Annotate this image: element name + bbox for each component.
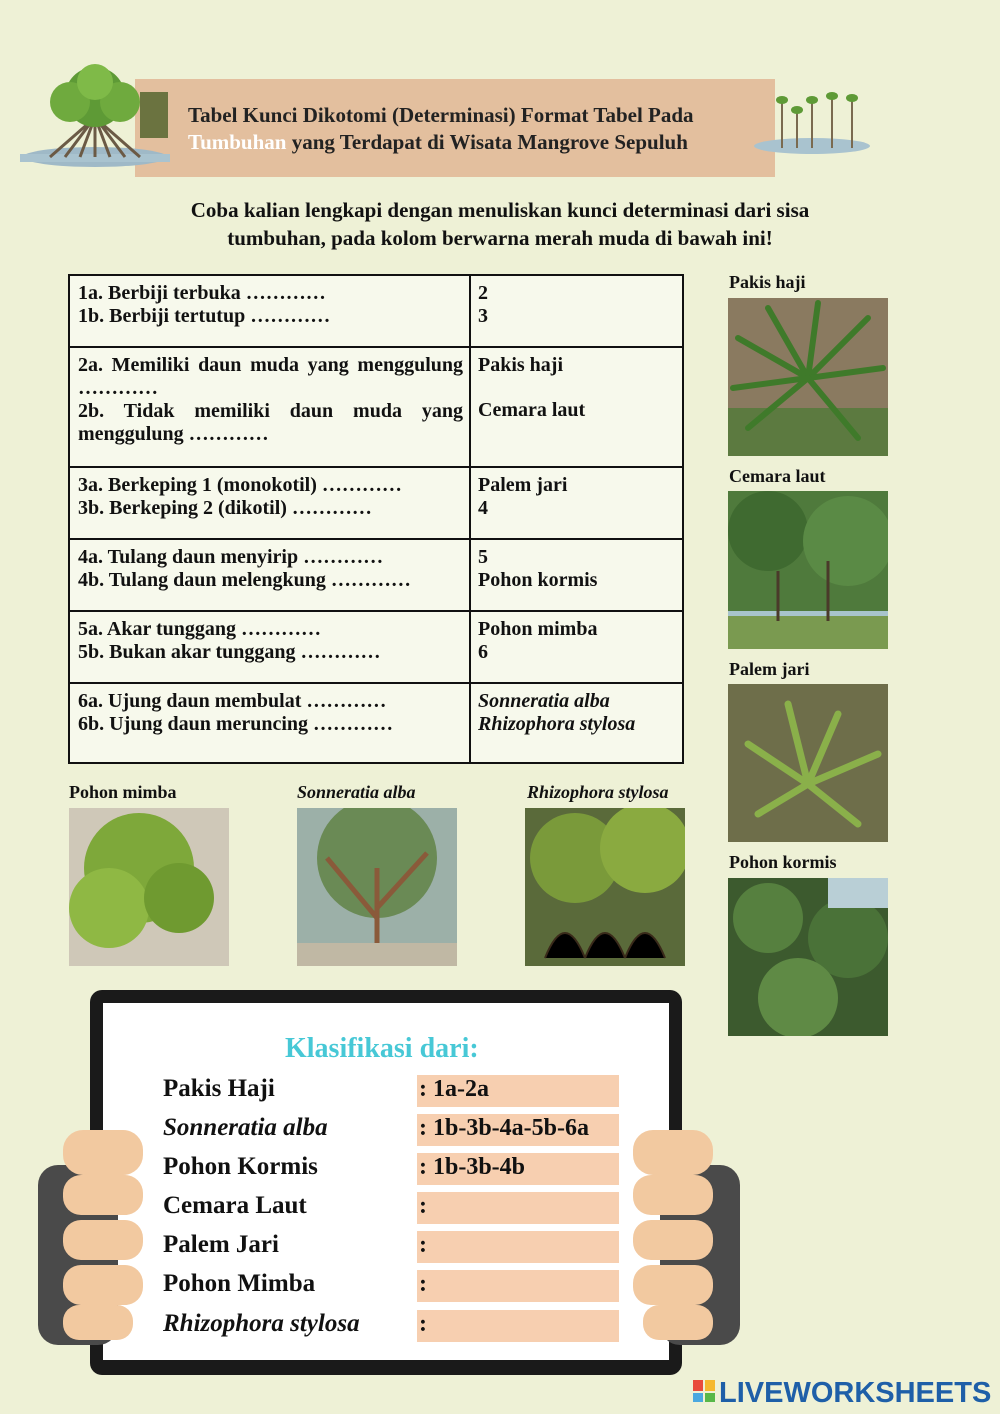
photo-caption-pohon-kormis: Pohon kormis (729, 852, 837, 872)
key-answer: Cemara laut (478, 399, 586, 421)
classification-answer-input[interactable]: : 1b-3b-4a-5b-6a (417, 1114, 619, 1146)
key-question: 1b. Berbiji tertutup ………… (78, 305, 331, 327)
key-answer: 2 (478, 282, 488, 304)
key-question: 6b. Ujung daun meruncing ………… (78, 713, 394, 735)
palem-jari-photo (728, 684, 888, 842)
key-question: 4b. Tulang daun melengkung ………… (78, 569, 411, 591)
classification-answer-input[interactable]: : (417, 1310, 619, 1342)
pakis-haji-photo (728, 298, 888, 456)
liveworksheets-brand[interactable]: LIVEWORKSHEETS (719, 1377, 992, 1409)
classification-answer-input[interactable]: : 1a-2a (417, 1075, 619, 1107)
key-question: 2b. Tidak memiliki daun muda yang menggulung ………… (78, 400, 463, 445)
key-question: 4a. Tulang daun menyirip ………… (78, 546, 384, 568)
page-title (188, 102, 768, 156)
key-question: 6a. Ujung daun membulat ………… (78, 690, 387, 712)
key-answer: 6 (478, 641, 488, 663)
key-answer: 4 (478, 497, 488, 519)
instruction-line2: tumbuhan, pada kolom berwarna merah muda di bawah ini! (227, 226, 773, 250)
title-line1: Tabel Kunci Dikotomi (Determinasi) Format Tabel Pada (188, 103, 694, 127)
title-highlight: Tumbuhan (188, 130, 287, 154)
key-question: 1a. Berbiji terbuka ………… (78, 282, 326, 304)
key-question: 3a. Berkeping 1 (monokotil) ………… (78, 474, 402, 496)
key-answer: Sonneratia alba (478, 690, 610, 712)
classification-answer-input[interactable]: : (417, 1231, 619, 1263)
classification-label: Pakis Haji (163, 1075, 275, 1102)
rhizophora-stylosa-photo (525, 808, 685, 966)
classification-answer-input[interactable]: : (417, 1192, 619, 1224)
dichotomous-key-table (68, 274, 684, 764)
key-answer: Palem jari (478, 474, 568, 496)
table-row (69, 611, 683, 683)
left-hand-illustration (38, 1125, 148, 1345)
classification-answer-input[interactable]: : 1b-3b-4b (417, 1153, 619, 1185)
pohon-kormis-photo (728, 878, 888, 1036)
table-row (69, 467, 683, 539)
classification-label: Pohon Mimba (163, 1270, 316, 1297)
photo-caption-sonneratia-alba: Sonneratia alba (297, 782, 416, 802)
key-question: 5b. Bukan akar tunggang ………… (78, 641, 381, 663)
classification-title: Klasifikasi dari: (285, 1033, 479, 1064)
table-row (69, 275, 683, 347)
photo-caption-palem-jari: Palem jari (729, 659, 810, 679)
sonneratia-alba-photo (297, 808, 457, 966)
classification-label: Palem Jari (163, 1231, 279, 1258)
key-question: 3b. Berkeping 2 (dikotil) ………… (78, 497, 372, 519)
photo-caption-pakis-haji: Pakis haji (729, 272, 806, 292)
instruction-line1: Coba kalian lengkapi dengan menuliskan kunci determinasi dari sisa (190, 198, 810, 222)
key-question: 5a. Akar tunggang ………… (78, 618, 322, 640)
mangrove-tree-illustration (20, 62, 170, 177)
classification-label: Pohon Kormis (163, 1153, 318, 1180)
photo-caption-rhizophora-stylosa: Rhizophora stylosa (527, 782, 669, 802)
classification-label: Sonneratia alba (163, 1114, 328, 1141)
photo-caption-cemara-laut: Cemara laut (729, 466, 826, 486)
classification-label: Cemara Laut (163, 1192, 307, 1219)
key-answer: Pohon kormis (478, 569, 598, 591)
pohon-mimba-photo (69, 808, 229, 966)
key-answer: 3 (478, 305, 488, 327)
table-row (69, 347, 683, 467)
right-hand-illustration (628, 1125, 740, 1345)
photo-caption-pohon-mimba: Pohon mimba (69, 782, 177, 802)
key-answer: Rhizophora stylosa (478, 713, 636, 735)
instruction-text (120, 196, 880, 252)
key-answer: Pakis haji (478, 354, 564, 376)
classification-answer-input[interactable]: : (417, 1270, 619, 1302)
cemara-laut-photo (728, 491, 888, 649)
table-row (69, 683, 683, 763)
classification-label: Rhizophora stylosa (163, 1310, 360, 1337)
key-answer: Pohon mimba (478, 618, 598, 640)
mangrove-seedlings-illustration (752, 88, 872, 170)
key-question: 2a. Memiliki daun muda yang menggulung ………… (78, 354, 463, 399)
title-line2: yang Terdapat di Wisata Mangrove Sepuluh (286, 130, 688, 154)
table-row (69, 539, 683, 611)
key-answer: 5 (478, 546, 488, 568)
liveworksheets-logo-icon (693, 1380, 715, 1402)
